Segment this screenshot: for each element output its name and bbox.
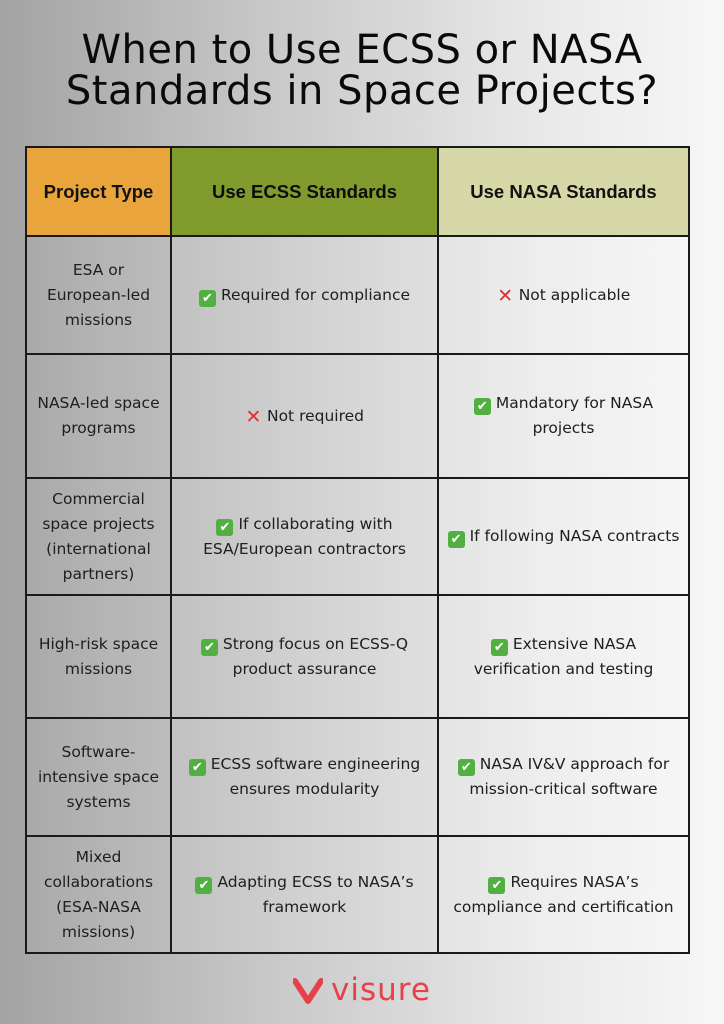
cell-nasa-text: Requires NASA’s compliance and certification <box>453 872 674 916</box>
cell-ecss <box>171 836 438 953</box>
table-row <box>26 236 689 354</box>
page-title-line-1: When to Use ECSS or NASA <box>81 27 643 73</box>
header-project-type: Project Type <box>26 147 171 236</box>
cell-ecss <box>171 478 438 595</box>
check-icon: ✔ <box>216 519 233 536</box>
table-row <box>26 595 689 718</box>
cross-icon: ✕ <box>497 284 514 307</box>
header-ecss-standards: Use ECSS Standards <box>171 147 438 236</box>
check-icon: ✔ <box>199 290 216 307</box>
cell-project-type: High-risk space missions <box>26 595 171 718</box>
comparison-table <box>25 146 690 954</box>
cell-nasa-text: If following NASA contracts <box>469 527 680 545</box>
cell-nasa <box>438 354 689 478</box>
cell-ecss-text: Strong focus on ECSS-Q product assurance <box>222 634 409 678</box>
cell-project-type: Software-intensive space systems <box>26 718 171 836</box>
cell-nasa <box>438 836 689 953</box>
cell-ecss <box>171 595 438 718</box>
page-title-line-2: Standards in Space Projects? <box>65 68 659 114</box>
cell-ecss <box>171 354 438 478</box>
check-icon: ✔ <box>491 639 508 656</box>
page-title <box>0 27 724 114</box>
check-icon: ✔ <box>201 639 218 656</box>
table-row <box>26 836 689 953</box>
visure-logo-icon <box>293 978 323 1004</box>
table-header-row <box>26 147 689 236</box>
cell-nasa-text: Not applicable <box>518 285 631 304</box>
cell-nasa-text: Mandatory for NASA projects <box>495 394 654 437</box>
cell-nasa <box>438 718 689 836</box>
cell-nasa <box>438 478 689 595</box>
table-row <box>26 354 689 478</box>
cell-ecss-text: Not required <box>266 406 365 425</box>
cell-nasa <box>438 236 689 354</box>
cell-project-type: NASA-led space programs <box>26 354 171 478</box>
check-icon: ✔ <box>488 877 505 894</box>
table-row <box>26 478 689 595</box>
check-icon: ✔ <box>458 759 475 776</box>
cell-project-type: ESA or European-led missions <box>26 236 171 354</box>
cell-ecss-text: Adapting ECSS to NASA’s framework <box>217 872 414 916</box>
check-icon: ✔ <box>448 531 465 548</box>
check-icon: ✔ <box>189 759 206 776</box>
check-icon: ✔ <box>195 877 212 894</box>
cell-ecss-text: If collaborating with ESA/European contractors <box>203 514 406 558</box>
cell-nasa-text: NASA IV&V approach for mission-critical software <box>469 755 670 798</box>
header-nasa-standards: Use NASA Standards <box>438 147 689 236</box>
table-row <box>26 718 689 836</box>
cell-ecss-text: ECSS software engineering ensures modularity <box>210 755 421 798</box>
cell-project-type: Commercial space projects (international partners) <box>26 478 171 595</box>
cell-project-type: Mixed collaborations (ESA-NASA missions) <box>26 836 171 953</box>
cell-nasa-text: Extensive NASA verification and testing <box>473 634 654 678</box>
cell-ecss <box>171 718 438 836</box>
brand-logo-text: visure <box>331 972 431 1008</box>
cell-ecss-text: Required for compliance <box>220 285 411 304</box>
cell-nasa <box>438 595 689 718</box>
brand-logo <box>0 972 724 1008</box>
cross-icon: ✕ <box>245 405 262 428</box>
check-icon: ✔ <box>474 398 491 415</box>
cell-ecss <box>171 236 438 354</box>
